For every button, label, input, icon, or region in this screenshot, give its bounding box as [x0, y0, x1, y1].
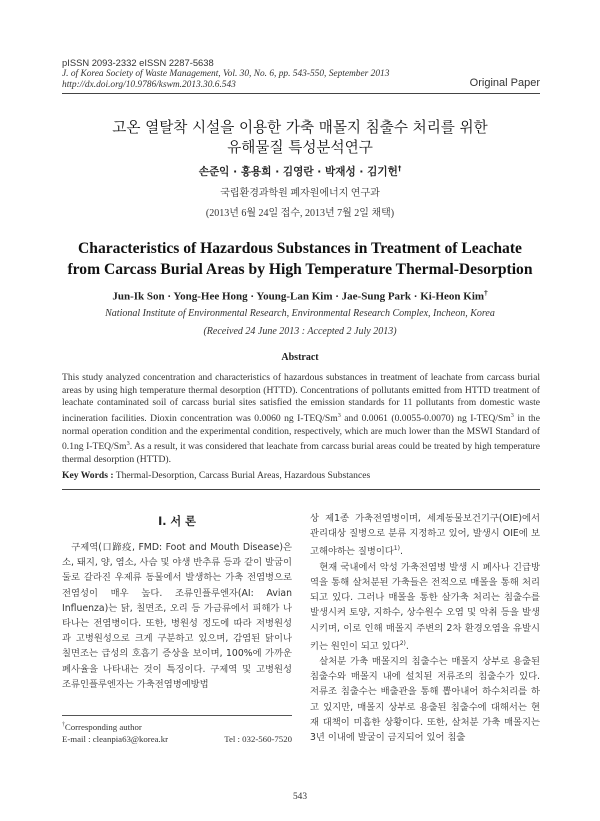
- korean-title-line1: 고온 열탈착 시설을 이용한 가축 매몰지 침출수 처리를 위한: [112, 119, 488, 136]
- abstract-text: This study analyzed concentration and characteristics of hazardous substances in treatment of leachate from carcass burial areas by using high temperature thermal desorption (HTTD). Concentrations of pollutants emitted from HTTD treatment of leachate contaminated soil of carcass burial sites satisfied the emission standards for 11 pollutants from domestic waste incineration facilities. Dioxin concentration was 0.0060 ng I-TEQ/Sm$^3$ and 0.0061 (0.0055-0.0070) ng I-TEQ/Sm$^3$ in the normal operation condition and the experimental condition, respectively, which are much lower than the MSWI Standard of 0.1ng I-TEQ/Sm$^3$. As a result, it was considered that leachate from carcass burial areas could be treated by high temperature thermal desorption (HTTD).: [62, 372, 540, 465]
- abstract-heading: Abstract: [281, 352, 319, 363]
- korean-dates: (2013년 6월 24일 접수, 2013년 7월 2일 채택): [205, 208, 395, 219]
- english-title-line2: from Carcass Burial Areas by High Temperature Thermal-Desorption: [67, 261, 533, 278]
- english-affiliation: National Institute of Environmental Research, Environmental Research Complex, Incheon, Korea: [105, 308, 495, 319]
- footnote-rule: [62, 715, 292, 716]
- footnote: [62, 719, 292, 745]
- intro-paragraph-1: 구제역(口蹄疫, FMD: Foot and Mouth Disease)은 소, 돼지, 양, 염소, 사슴 및 야생 반추류 등과 같이 발굽이 둘로 갈라진 우제류 동물에서 발생하는 가축 전염병으로 전염성이 매우 높다. 조류인플루엔자(AI: Avian Influenza)는 닭, 칠면조, 오리 등 가금류에서 피해가 나타나는 전염병이다. 또한, 병원성 정도에 따라 저병원성과 고병원성으로 크게 구분하고 있으며, 감염된 닭이나 칠면조는 급성의 호흡기 증상을 보이며, 100%에 가까운 폐사율을 나타내는 것이 특징이다. 구제역 및 고병원성 조류인플루엔자는 가축전염병예방법: [62, 542, 292, 690]
- english-authors-text: Jun-Ik Son · Yong-Hee Hong · Young-Lan Kim · Jae-Sung Park · Ki-Heon Kim: [112, 290, 485, 303]
- footnote-label: †Corresponding author: [62, 721, 142, 732]
- keywords-text: Thermal-Desorption, Carcass Burial Areas, Hazardous Substances: [115, 470, 371, 481]
- korean-title: [40, 118, 560, 158]
- article-type: Original Paper: [469, 77, 540, 89]
- left-column: [62, 540, 292, 692]
- doi-link[interactable]: http://dx.doi.org/10.9786/kswm.2013.30.6.543: [62, 80, 236, 91]
- footnote-email[interactable]: E-mail : cleanpia63@korea.kr: [62, 733, 169, 744]
- keywords: [62, 470, 540, 481]
- journal-citation: J. of Korea Society of Waste Management, Vol. 30, No. 6, pp. 543-550, September 2013: [62, 68, 390, 79]
- journal-header: [62, 57, 389, 92]
- footnote-tel: Tel : 032-560-7520: [224, 733, 292, 744]
- intro-paragraph-3: 현재 국내에서 악성 가축전염병 발생 시 폐사나 긴급방역을 통해 살처분된 가축들은 전적으로 매몰을 통해 처리되고 있다. 그러나 매몰을 통한 살가축 처리는 침출수를 발생시켜 토양, 지하수, 상수원수 오염 및 악취 등을 발생시키며, 이로 인해 매몰지 주변의 2차 환경오염을 유발시키는 원인이 되고 있다$^{2)}$.: [310, 561, 540, 652]
- section-heading-introduction: Ⅰ. 서 론: [158, 515, 196, 528]
- english-dates: (Received 24 June 2013 : Accepted 2 July 2013): [203, 326, 397, 337]
- page-number: 543: [292, 792, 308, 802]
- issn: pISSN 2093-2332 eISSN 2287-5638: [62, 57, 214, 68]
- korean-authors-text: 손준익 · 홍용희 · 김영란 · 박재성 · 김기헌: [198, 166, 398, 178]
- english-title: [40, 238, 560, 280]
- korean-title-line2: 유해물질 특성분석연구: [227, 139, 373, 156]
- korean-affiliation: 국립환경과학원 폐자원에너지 연구과: [220, 188, 380, 199]
- english-title-line1: Characteristics of Hazardous Substances in Treatment of Leachate: [78, 240, 522, 257]
- english-authors: Jun-Ik Son · Yong-Hee Hong · Young-Lan Kim · Jae-Sung Park · Ki-Heon Kim†: [112, 289, 488, 303]
- intro-paragraph-2: 상 제1종 가축전염병이며, 세계동물보건기구(OIE)에서 관리대상 질병으로 분류 지정하고 있어, 발생시 OIE에 보고해야하는 질병이다$^{1)}$.: [310, 513, 540, 558]
- intro-paragraph-4: 살처분 가축 매몰지의 침출수는 매몰지 상부로 용출된 침출수와 매몰지 내에 설치된 저류조의 침출수가 있다. 저류조 침출수는 배출관을 통해 뽑아내어 하수처리를 하고 있지만, 매몰지 상부로 용출된 침출수에 대해서는 현재 대책이 미흡한 상황이다. 또한, 살처분 가축 매몰지는 3년 이내에 발굴이 금지되어 있어 침출: [310, 656, 540, 744]
- keywords-label: Key Words :: [62, 470, 114, 481]
- header-rule: [62, 93, 540, 94]
- right-column: [310, 511, 540, 745]
- abstract-rule: [62, 489, 540, 490]
- korean-authors: 손준익 · 홍용희 · 김영란 · 박재성 · 김기헌†: [198, 164, 402, 178]
